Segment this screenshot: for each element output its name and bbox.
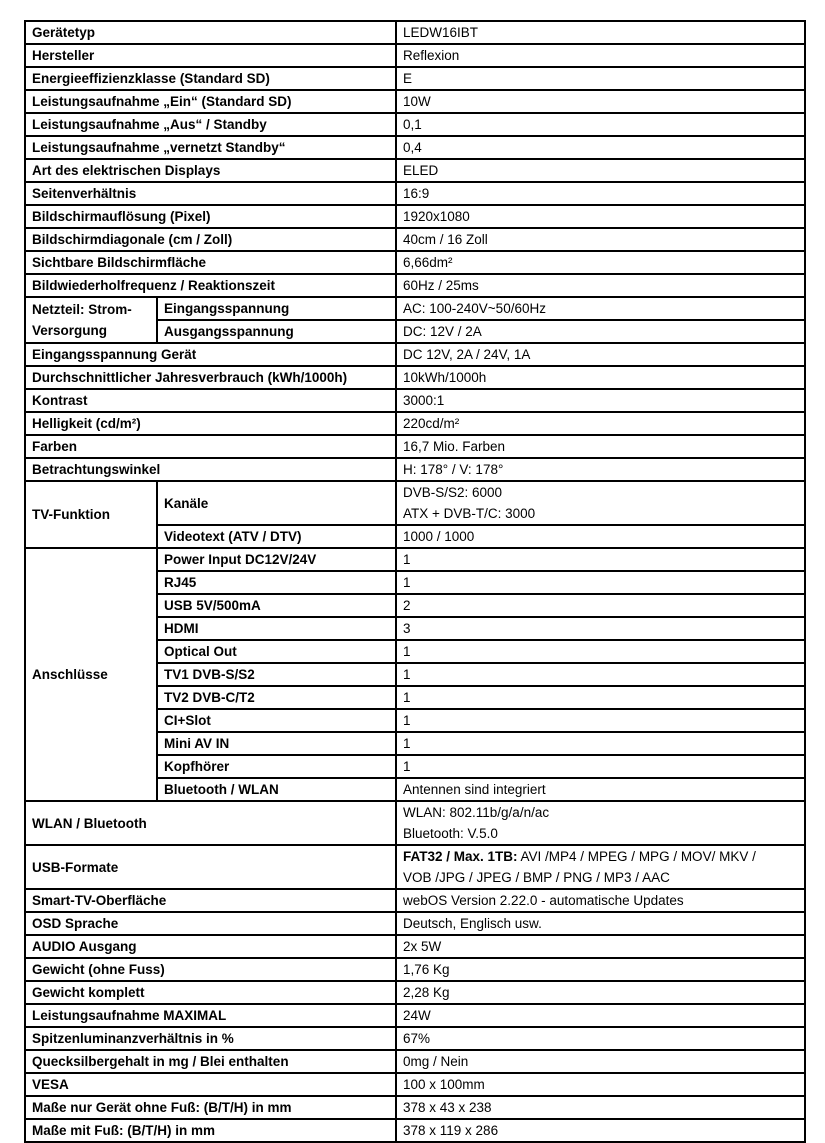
spec-value-cell: Deutsch, Englisch usw. — [396, 912, 805, 935]
spec-sub-label-cell: TV1 DVB-S/S2 — [157, 663, 396, 686]
spec-label-cell: Durchschnittlicher Jahresverbrauch (kWh/1000h) — [25, 366, 396, 389]
spec-value-cell: 16:9 — [396, 182, 805, 205]
spec-label-cell: USB-Formate — [25, 845, 396, 889]
spec-sub-label-cell: Eingangsspannung — [157, 297, 396, 320]
table-row — [25, 412, 805, 435]
table-row — [25, 935, 805, 958]
table-row — [25, 90, 805, 113]
table-row — [25, 136, 805, 159]
spec-sub-label-cell: Videotext (ATV / DTV) — [157, 525, 396, 548]
table-row — [25, 297, 805, 320]
spec-value-cell: 2x 5W — [396, 935, 805, 958]
spec-value-cell: 220cd/m² — [396, 412, 805, 435]
spec-sub-label-cell: CI+Slot — [157, 709, 396, 732]
spec-value-cell: 100 x 100mm — [396, 1073, 805, 1096]
table-row — [25, 205, 805, 228]
table-row — [25, 21, 805, 44]
spec-sub-label-cell: Power Input DC12V/24V — [157, 548, 396, 571]
table-row — [25, 343, 805, 366]
spec-label-cell: Energieeffizienzklasse (Standard SD) — [25, 67, 396, 90]
spec-value-cell: 0,1 — [396, 113, 805, 136]
spec-value-cell: 0mg / Nein — [396, 1050, 805, 1073]
spec-value-cell: 1920x1080 — [396, 205, 805, 228]
spec-label-cell: Gewicht komplett — [25, 981, 396, 1004]
value-line — [403, 846, 798, 867]
spec-label-cell: AUDIO Ausgang — [25, 935, 396, 958]
spec-sub-label-cell: TV2 DVB-C/T2 — [157, 686, 396, 709]
spec-value-cell: AC: 100-240V~50/60Hz — [396, 297, 805, 320]
spec-label-cell: Gerätetyp — [25, 21, 396, 44]
spec-value-cell: 1 — [396, 571, 805, 594]
spec-value-cell: 3 — [396, 617, 805, 640]
table-row — [25, 389, 805, 412]
spec-label-cell: Gewicht (ohne Fuss) — [25, 958, 396, 981]
table-row — [25, 251, 805, 274]
group-label-line: Versorgung — [32, 323, 108, 338]
spec-value-cell: 1 — [396, 755, 805, 778]
spec-label-cell: Helligkeit (cd/m²) — [25, 412, 396, 435]
group-label-line: Netzteil: Strom- — [32, 302, 132, 317]
spec-label-cell: Quecksilbergehalt in mg / Blei enthalten — [25, 1050, 396, 1073]
table-row — [25, 1096, 805, 1119]
spec-value-cell: 16,7 Mio. Farben — [396, 435, 805, 458]
spec-value-cell: 67% — [396, 1027, 805, 1050]
table-row — [25, 981, 805, 1004]
table-row — [25, 435, 805, 458]
spec-label-cell: Sichtbare Bildschirmfläche — [25, 251, 396, 274]
spec-group-cell — [25, 297, 157, 343]
spec-value-cell: 2 — [396, 594, 805, 617]
spec-value-cell: 1 — [396, 640, 805, 663]
spec-sub-label-cell: Bluetooth / WLAN — [157, 778, 396, 801]
table-row — [25, 889, 805, 912]
spec-label-cell: WLAN / Bluetooth — [25, 801, 396, 845]
spec-value-cell: LEDW16IBT — [396, 21, 805, 44]
spec-label-cell: Smart-TV-Oberfläche — [25, 889, 396, 912]
spec-value-cell: 1 — [396, 732, 805, 755]
spec-value-cell: webOS Version 2.22.0 - automatische Updates — [396, 889, 805, 912]
spec-value-cell: Reflexion — [396, 44, 805, 67]
spec-label-cell: Hersteller — [25, 44, 396, 67]
value-line: DVB-S/S2: 6000 — [403, 485, 503, 500]
spec-label-cell: Art des elektrischen Displays — [25, 159, 396, 182]
table-row — [25, 113, 805, 136]
spec-label-cell: Kontrast — [25, 389, 396, 412]
spec-value-cell: 1 — [396, 686, 805, 709]
spec-value-cell: Antennen sind integriert — [396, 778, 805, 801]
table-row — [25, 44, 805, 67]
spec-label-cell: OSD Sprache — [25, 912, 396, 935]
spec-value-cell: H: 178° / V: 178° — [396, 458, 805, 481]
spec-label-cell: Seitenverhältnis — [25, 182, 396, 205]
table-row — [25, 958, 805, 981]
table-row — [25, 1073, 805, 1096]
spec-sub-label-cell: Ausgangsspannung — [157, 320, 396, 343]
table-row — [25, 845, 805, 889]
table-row — [25, 481, 805, 525]
spec-label-cell: Betrachtungswinkel — [25, 458, 396, 481]
table-row — [25, 228, 805, 251]
table-row — [25, 159, 805, 182]
spec-sheet-page — [0, 20, 825, 1138]
table-row — [25, 1027, 805, 1050]
spec-value-cell: 1 — [396, 709, 805, 732]
value-line: Bluetooth: V.5.0 — [403, 826, 498, 841]
spec-label-cell: Bildschirmauflösung (Pixel) — [25, 205, 396, 228]
spec-label-cell: Leistungsaufnahme „Aus“ / Standby — [25, 113, 396, 136]
spec-table — [24, 20, 806, 1143]
spec-value-cell: 378 x 119 x 286 — [396, 1119, 805, 1142]
spec-label-cell: Farben — [25, 435, 396, 458]
table-row — [25, 1119, 805, 1142]
spec-value-cell: E — [396, 67, 805, 90]
table-row — [25, 1004, 805, 1027]
table-row — [25, 912, 805, 935]
spec-value-cell: 0,4 — [396, 136, 805, 159]
spec-group-cell — [25, 548, 157, 801]
spec-label-cell: VESA — [25, 1073, 396, 1096]
table-row — [25, 548, 805, 571]
table-row — [25, 67, 805, 90]
spec-label-cell: Leistungsaufnahme „vernetzt Standby“ — [25, 136, 396, 159]
spec-value-cell: 378 x 43 x 238 — [396, 1096, 805, 1119]
group-label-line: Anschlüsse — [32, 667, 108, 682]
spec-label-cell: Maße mit Fuß: (B/T/H) in mm — [25, 1119, 396, 1142]
spec-label-cell: Bildschirmdiagonale (cm / Zoll) — [25, 228, 396, 251]
table-row — [25, 458, 805, 481]
spec-label-cell: Bildwiederholfrequenz / Reaktionszeit — [25, 274, 396, 297]
spec-value-cell: 2,28 Kg — [396, 981, 805, 1004]
spec-group-cell — [25, 481, 157, 548]
spec-sub-label-cell: USB 5V/500mA — [157, 594, 396, 617]
spec-value-cell — [396, 801, 805, 845]
spec-value-cell: DC 12V, 2A / 24V, 1A — [396, 343, 805, 366]
spec-sub-label-cell: HDMI — [157, 617, 396, 640]
spec-label-cell: Spitzenluminanzverhältnis in % — [25, 1027, 396, 1050]
spec-label-cell: Maße nur Gerät ohne Fuß: (B/T/H) in mm — [25, 1096, 396, 1119]
spec-table-body — [25, 21, 805, 1142]
spec-value-cell: DC: 12V / 2A — [396, 320, 805, 343]
spec-value-cell — [396, 481, 805, 525]
value-line: VOB /JPG / JPEG / BMP / PNG / MP3 / AAC — [403, 870, 670, 885]
table-row — [25, 801, 805, 845]
spec-label-cell: Leistungsaufnahme MAXIMAL — [25, 1004, 396, 1027]
table-row — [25, 274, 805, 297]
spec-label-cell: Eingangsspannung Gerät — [25, 343, 396, 366]
group-label-line: TV-Funktion — [32, 507, 110, 522]
spec-value-cell: 3000:1 — [396, 389, 805, 412]
value-line: ATX + DVB-T/C: 3000 — [403, 506, 536, 521]
spec-value-cell: 10W — [396, 90, 805, 113]
spec-sub-label-cell: Optical Out — [157, 640, 396, 663]
spec-value-cell: 60Hz / 25ms — [396, 274, 805, 297]
spec-sub-label-cell: Mini AV IN — [157, 732, 396, 755]
spec-sub-label-cell: Kopfhörer — [157, 755, 396, 778]
spec-value-cell: 1000 / 1000 — [396, 525, 805, 548]
spec-value-cell: 1,76 Kg — [396, 958, 805, 981]
spec-value-cell: 1 — [396, 663, 805, 686]
spec-value-cell: ELED — [396, 159, 805, 182]
spec-value-cell: 1 — [396, 548, 805, 571]
spec-value-cell: 24W — [396, 1004, 805, 1027]
table-row — [25, 366, 805, 389]
spec-sub-label-cell: RJ45 — [157, 571, 396, 594]
value-bold-text: FAT32 / Max. 1TB: — [403, 849, 518, 864]
value-line: WLAN: 802.11b/g/a/n/ac — [403, 805, 550, 820]
table-row — [25, 1050, 805, 1073]
value-text: AVI /MP4 / MPEG / MPG / MOV/ MKV / — [517, 849, 756, 864]
spec-value-cell: 6,66dm² — [396, 251, 805, 274]
spec-value-cell — [396, 845, 805, 889]
table-row — [25, 182, 805, 205]
spec-value-cell: 10kWh/1000h — [396, 366, 805, 389]
spec-value-cell: 40cm / 16 Zoll — [396, 228, 805, 251]
spec-label-cell: Leistungsaufnahme „Ein“ (Standard SD) — [25, 90, 396, 113]
spec-sub-label-cell: Kanäle — [157, 481, 396, 525]
